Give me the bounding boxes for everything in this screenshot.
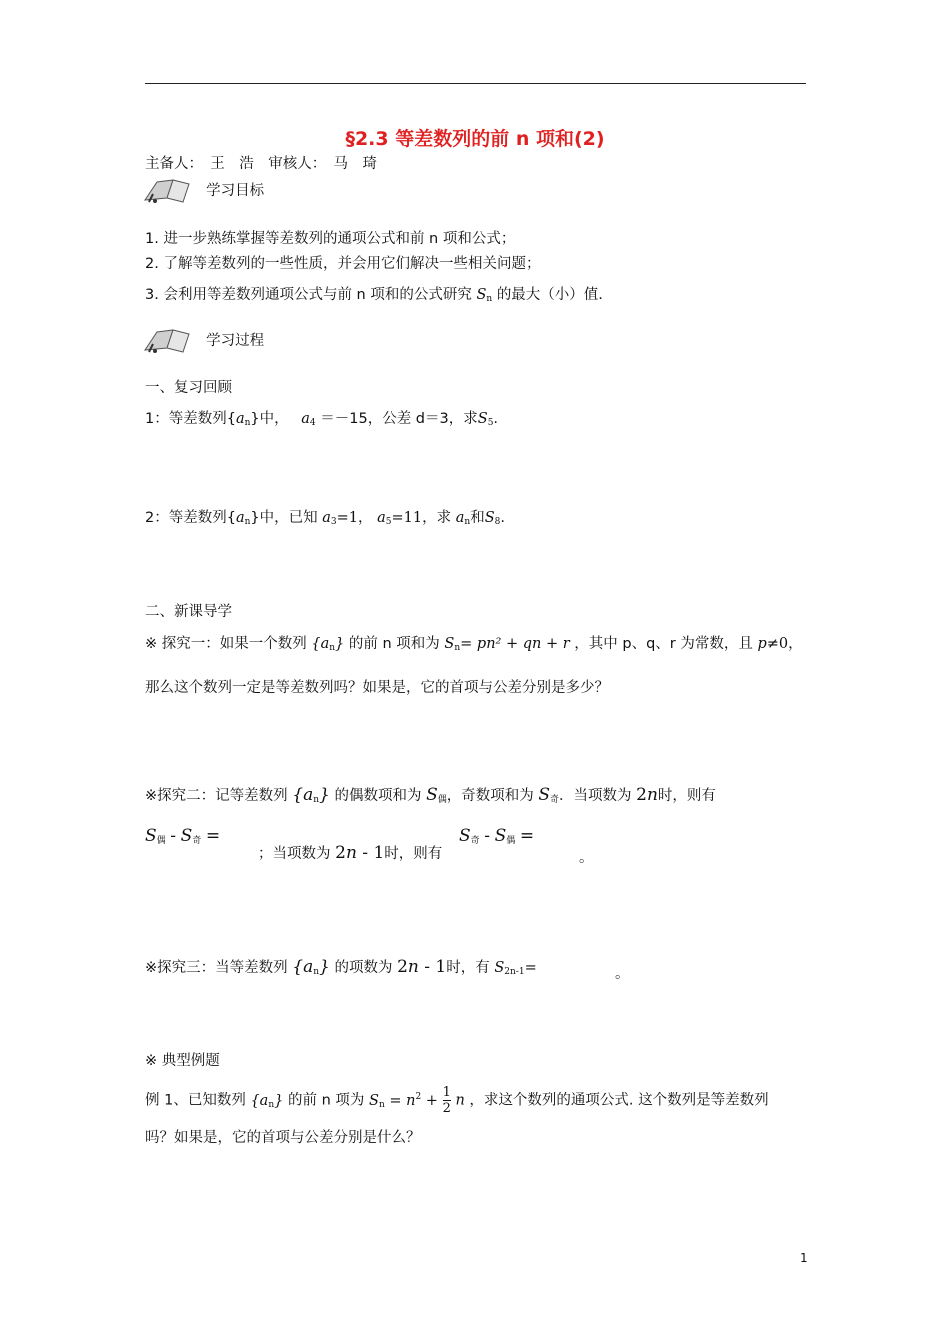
explore-3: ※探究三：当等差数列 $\{a_n\}$ 的项数为 2n - 1时，有 $S_{2n-1}=$ — [145, 957, 537, 977]
examples-heading: ※ 典型例题 — [145, 1053, 220, 1069]
new-lesson-heading: 二、新课导学 — [145, 604, 232, 620]
explore-2-line-2: $S_偶 - S_奇$ = — [145, 826, 221, 846]
math-Sn: $S_n$ — [476, 287, 493, 304]
goals-title: 学习目标 — [206, 182, 265, 199]
explore-3-end: 。 — [615, 966, 630, 982]
review-question-2: 2：等差数列$\{a_n\}$中，已知 $a_3=1$， $a_5=11$，求 $a_n$和$S_8$. — [145, 510, 505, 527]
goals-section-header — [143, 176, 264, 204]
process-title: 学习过程 — [206, 332, 265, 349]
page-title: §2.3 等差数列的前 n 项和(2) — [345, 128, 605, 150]
goal-3-text-b: 的最大（小）值. — [496, 287, 603, 303]
review-heading: 一、复习回顾 — [145, 380, 232, 396]
explore-2-end: 。 — [579, 850, 594, 866]
explore-2-line-2b: ；当项数为 2n - 1时，则有 — [258, 843, 443, 863]
book-icon — [143, 326, 193, 354]
goal-1: 1. 进一步熟练掌握等差数列的通项公式和前 n 项和公式； — [145, 231, 516, 247]
explore-2-line-1: ※探究二：记等差数列 $\{a_n\}$ 的偶数项和为 $S_偶$，奇数项和为 $S_奇$．当项数为 2n时，则有 — [145, 785, 716, 805]
explore-1-line-2: 那么这个数列一定是等差数列吗？如果是，它的首项与公差分别是多少？ — [145, 680, 609, 696]
process-section-header — [143, 326, 264, 354]
goal-3-text-a: 3. 会利用等差数列通项公式与前 n 项和的公式研究 — [145, 287, 472, 303]
example-1-line-2: 吗？如果是，它的首项与公差分别是什么？ — [145, 1130, 421, 1146]
book-icon — [143, 176, 193, 204]
example-1-line-1: 例 1、已知数列 $\{a_n\}$ 的前 n 项为 $S_n = n^2$ + $\frac{1}{2}$ n ，求这个数列的通项公式. 这个数列是等差数列 — [145, 1085, 769, 1116]
authors-line: 主备人： 王 浩 审核人： 马 琦 — [145, 156, 377, 172]
explore-2-line-2c: $S_奇 - S_偶$ = — [459, 826, 535, 846]
page-number: 1 — [800, 1251, 808, 1265]
review-question-1: 1：等差数列$\{a_n\}$中， $a_4 =-15$，公差 d＝3，求$S_5$. — [145, 411, 499, 428]
header-rule — [145, 83, 806, 84]
goal-3 — [145, 283, 603, 304]
goal-2: 2. 了解等差数列的一些性质，并会用它们解决一些相关问题； — [145, 256, 541, 272]
fraction-half: $\frac{1}{2}$ — [442, 1085, 451, 1116]
explore-1-line-1: ※ 探究一：如果一个数列 $\{a_n\}$ 的前 n 项和为 $S_n= pn^2$ + qn + r ，其中 p、q、r 为常数，且 p≠0， — [145, 636, 803, 653]
